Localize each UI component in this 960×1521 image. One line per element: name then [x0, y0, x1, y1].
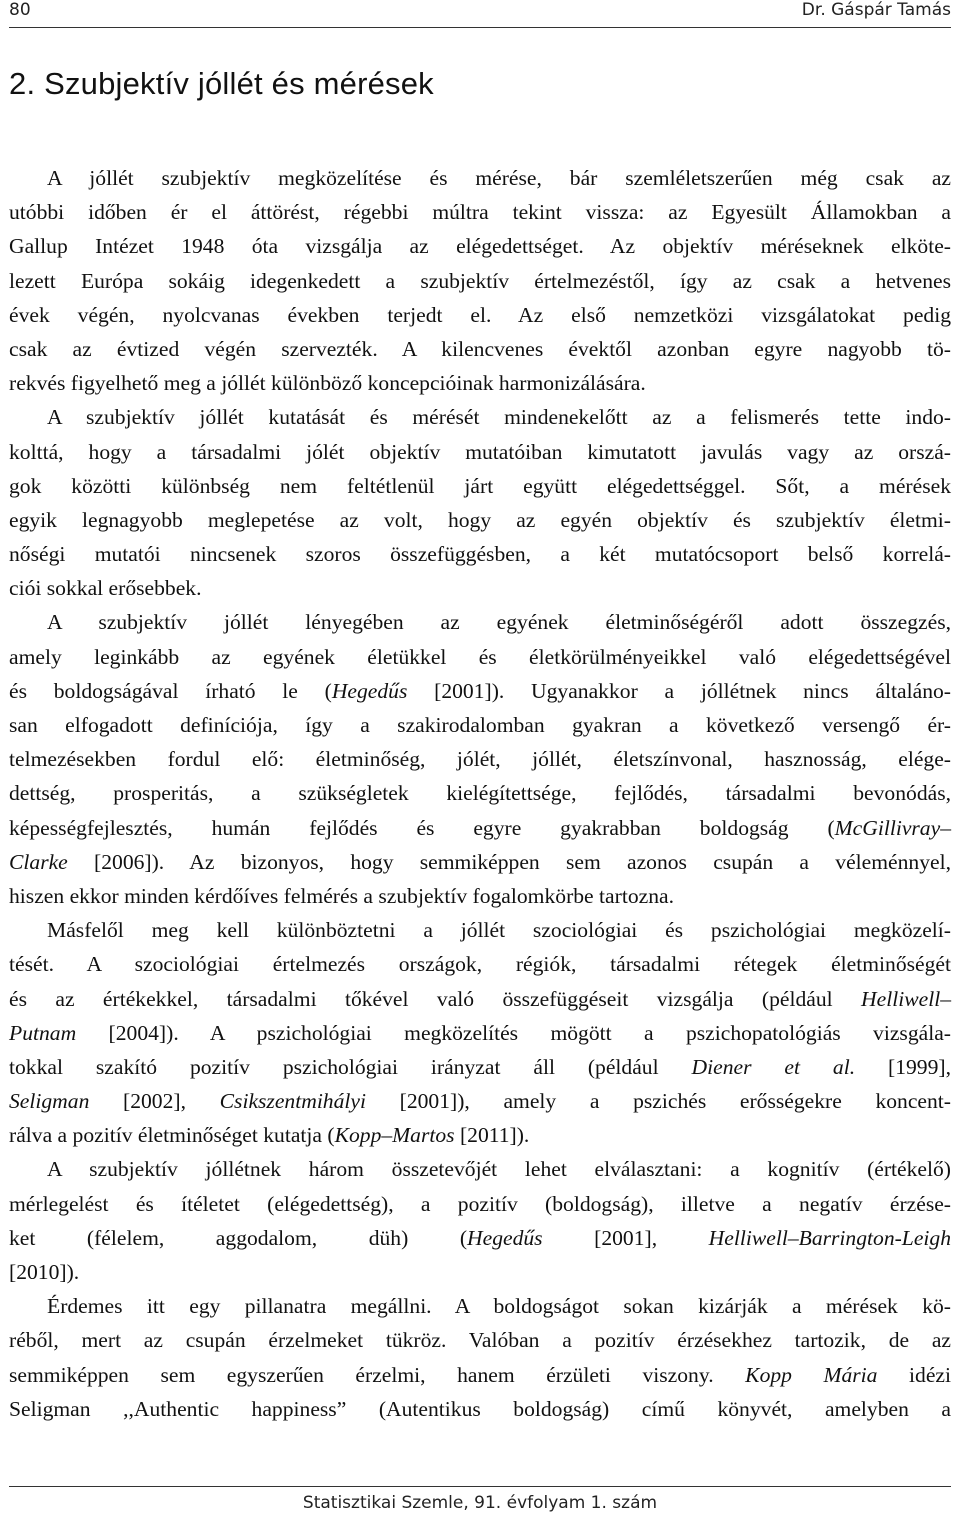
text-line: és az értékekkel, társadalmi tőkével való összefüggéseit vizsgálja (például Helliwell– — [9, 986, 951, 1011]
text-line: réből, mert az csupán érzelmeket tükröz. Valóban a pozitív érzésekhez tartozik, de az — [9, 1328, 951, 1353]
text-line: Érdemes itt egy pillanatra megállni. A boldogságot sokan kizárják a mérések kö- — [47, 1294, 951, 1319]
text-line: lezett Európa sokáig idegenkedett a szubjektív értelmezéstől, így az csak a hetvenes — [9, 268, 951, 293]
text-line: Seligman ,,Authentic happiness” (Autentikus boldogság) című könyvét, amelyben a — [9, 1396, 951, 1421]
text-line: nőségi mutatói nincsenek szoros összefüggésben, a két mutatócsoport belső korrelá- — [9, 542, 951, 567]
text-line: Clarke [2006]). Az bizonyos, hogy semmiképpen sem azonos csupán a véleménnyel, — [9, 849, 951, 874]
text-line: ciói sokkal erősebbek. — [9, 576, 202, 601]
text-line: telmezésekben fordul elő: életminőség, jólét, jóllét, életszínvonal, hasznosság, elége- — [9, 747, 951, 772]
text-line: Gallup Intézet 1948 óta vizsgálja az elégedettséget. Az objektív méréseknek elköte- — [9, 234, 951, 259]
text-line: egyik legnagyobb meglepetése az volt, hogy az egyén objektív és szubjektív életmi- — [9, 507, 951, 532]
text-line: A jóllét szubjektív megközelítése és mérése, bár szemléletszerűen még csak az — [47, 166, 951, 190]
text-line: tokkal szakító pozitív pszichológiai irányzat áll (például Diener et al. [1999], — [9, 1054, 951, 1079]
text-line: Seligman [2002], Csikszentmihályi [2001]), amely a pszichés erősségekre koncent- — [9, 1089, 951, 1114]
text-line: Putnam [2004]). A pszichológiai megközelítés mögött a pszichopatológiás vizsgála- — [9, 1020, 951, 1045]
text-line: Másfelől meg kell különböztetni a jóllét szociológiai és pszichológiai megközelí- — [47, 918, 951, 943]
text-line: ket (félelem, aggodalom, düh) (Hegedűs [2001], Helliwell–Barrington-Leigh — [9, 1225, 951, 1250]
text-line: semmiképpen sem egyszerűen érzelmi, hanem érzületi viszony. Kopp Mária idézi — [9, 1362, 951, 1387]
journal-footer: Statisztikai Szemle, 91. évfolyam 1. szám — [302, 1493, 658, 1513]
text-line: csak az évtized végén szervezték. A kilencvenes évektől azonban egyre nagyobb tö- — [9, 336, 951, 361]
author-name: Dr. Gáspár Tamás — [801, 0, 951, 20]
text-line: hiszen ekkor minden kérdőíves felmérés a szubjektív fogalomkörbe tartozna. — [9, 883, 674, 908]
section-title: 2. Szubjektív jóllét és mérések — [9, 66, 434, 101]
text-line: mérlegelést és ítéletet (elégedettség), a pozitív (boldogság), illetve a negatív érzése- — [9, 1191, 951, 1216]
running-header — [9, 0, 951, 24]
text-line: tését. A szociológiai értelmezés országok, régiók, társadalmi rétegek életminőségét — [9, 952, 951, 977]
body-text — [9, 161, 951, 1426]
text-line: amely leginkább az egyének életükkel és életkörülményeikkel való elégedettségével — [9, 644, 951, 669]
footer-rule — [9, 1486, 951, 1487]
text-line: évek végén, nyolcvanas években terjedt el. Az első nemzetközi vizsgálatokat pedig — [9, 302, 951, 327]
text-line: dettség, prosperitás, a szükségletek kielégítettsége, fejlődés, társadalmi bevonódás, — [9, 781, 951, 806]
text-line: A szubjektív jóllét kutatását és mérését mindenekelőtt az a felismerés tette indo- — [47, 405, 951, 430]
page-number: 80 — [9, 0, 31, 20]
text-line: és boldogságával írható le (Hegedűs [2001]). Ugyanakkor a jóllétnek nincs általáno- — [9, 678, 951, 703]
text-line: kolttá, hogy a társadalmi jólét objektív mutatóiban kimutatott javulás vagy az orszá- — [9, 439, 951, 464]
header-rule — [9, 27, 951, 28]
text-line: san elfogadott definíciója, így a szakirodalomban gyakran a következő versengő ér- — [9, 713, 951, 737]
text-line: A szubjektív jóllét lényegében az egyének életminőségéről adott összegzés, — [47, 610, 951, 635]
text-line: utóbbi időben ér el áttörést, régebbi múltra tekint vissza: az Egyesült Államokban a — [9, 200, 951, 225]
text-line: [2010]). — [9, 1260, 80, 1284]
text-line: A szubjektív jóllétnek három összetevőjét lehet elválasztani: a kognitív (értékelő) — [47, 1157, 951, 1182]
text-line: rálva a pozitív életminőséget kutatja (Kopp–Martos [2011]). — [9, 1123, 530, 1148]
text-line: rekvés figyelhető meg a jóllét különböző koncepcióinak harmonizálására. — [9, 371, 646, 396]
text-line: gok közötti különbség nem feltétlenül járt együtt elégedettséggel. Sőt, a mérések — [9, 473, 951, 498]
text-line: képességfejlesztés, humán fejlődés és egyre gyakrabban boldogság (McGillivray– — [9, 815, 951, 840]
